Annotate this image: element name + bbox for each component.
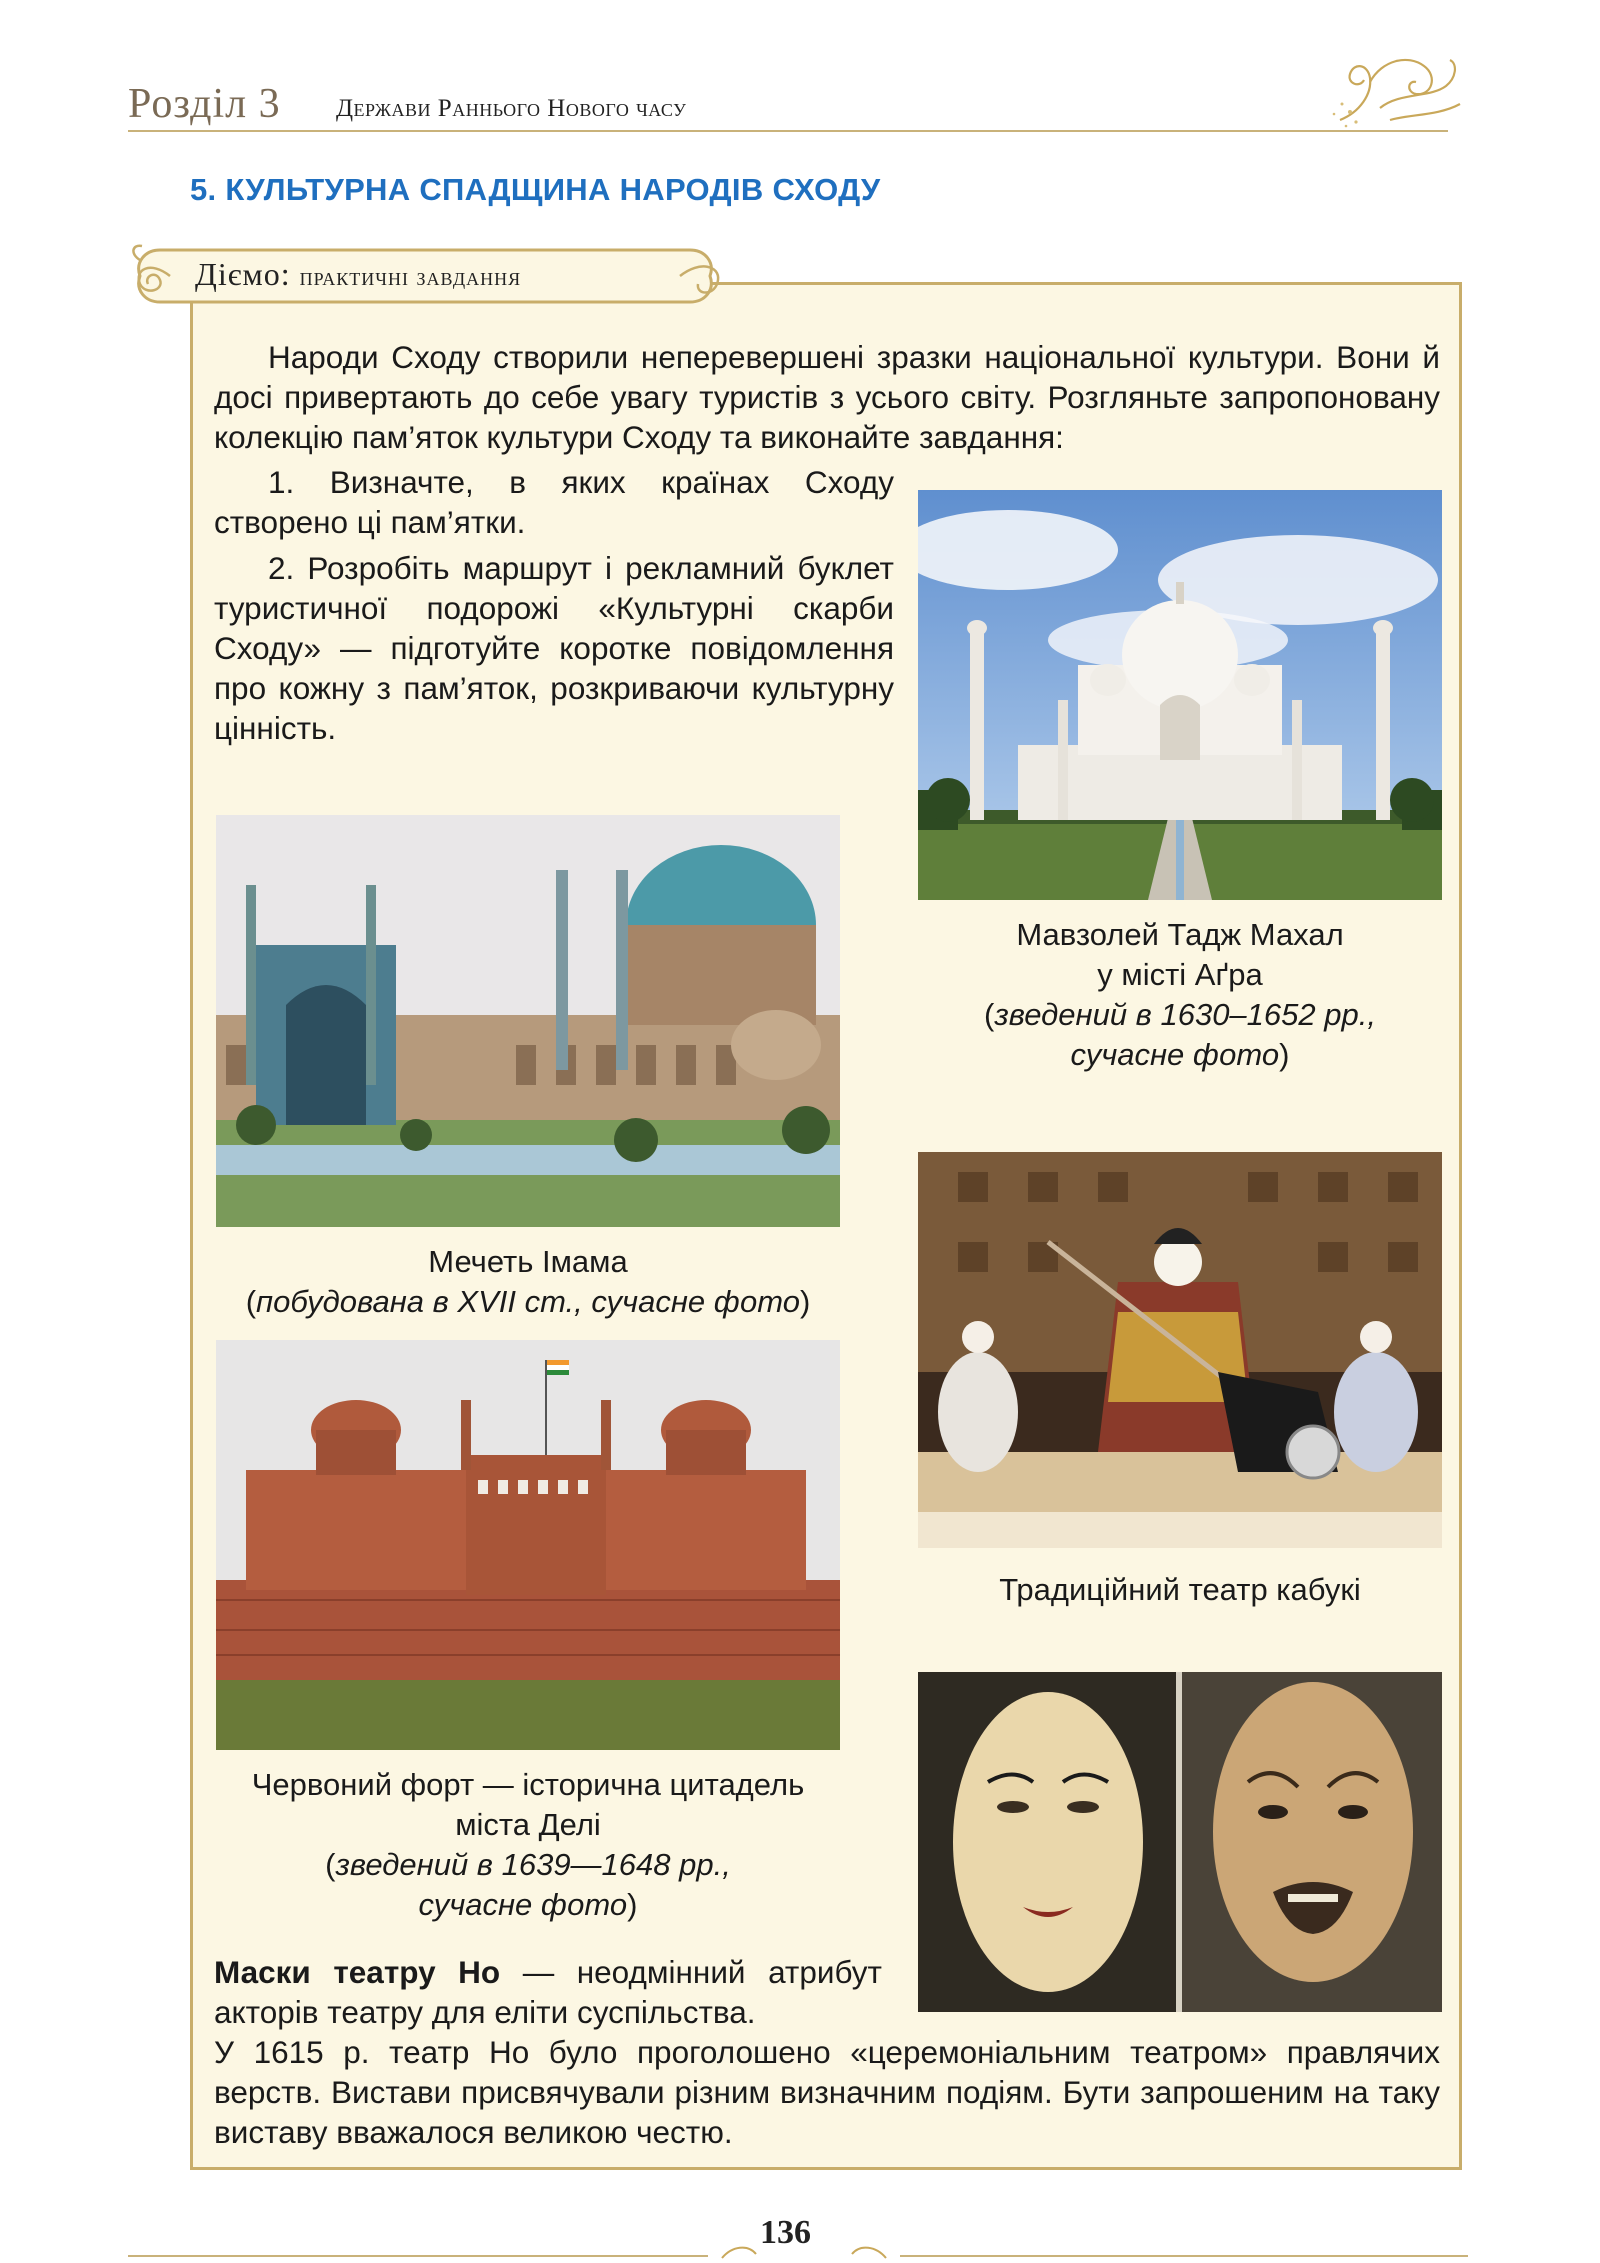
taj-caption-line2: у місті Аґра	[1097, 957, 1263, 992]
mosque-caption-line2: (побудована в XVII ст., сучасне фото)	[245, 1284, 811, 1319]
imam-mosque-photo	[216, 815, 840, 1227]
section-label: Розділ 3	[128, 81, 281, 127]
footer-rule-right	[900, 2255, 1468, 2257]
noh-masks-photo	[918, 1672, 1442, 2012]
taj-caption-line4: сучасне фото)	[1070, 1037, 1290, 1072]
task-item-1: 1. Визначте, в яких країнах Сходу створено ці пам’ятки.	[214, 464, 894, 540]
task-tab-word: Діємо:	[195, 256, 291, 292]
header-rule	[128, 130, 1448, 132]
fort-caption-line4: сучасне фото)	[418, 1887, 638, 1922]
task-item-2: 2. Розробіть маршрут і рекламний буклет туристичної подорожі «Культурні скарби Сходу» — підготуйте коротке повідомлення про кожну з пам’яток, розкриваючи культурну цінність.	[214, 550, 894, 746]
taj-caption-line1: Мавзолей Тадж Махал	[1016, 917, 1344, 952]
mosque-caption-line1: Мечеть Імама	[428, 1244, 628, 1279]
taj-caption-note: сучасне фото	[1070, 1037, 1280, 1072]
lesson-title: 5. КУЛЬТУРНА СПАДЩИНА НАРОДІВ СХОДУ	[190, 172, 881, 207]
ornament-icon	[1320, 42, 1470, 142]
taj-mahal-photo	[918, 490, 1442, 900]
footer-rule-left	[128, 2255, 708, 2257]
fort-caption-line3: (зведений в 1639—1648 рр.,	[325, 1847, 731, 1882]
section-title: Держави Раннього Нового часу	[336, 95, 687, 122]
task-tab-rest: практичні завдання	[299, 262, 522, 291]
noh-paragraph-2: У 1615 р. театр Но було проголошено «церемоніальним театром» правлячих верств. Вистави присвячували різним визначним подіям. Бути запрошеним на таку виставу вважалося великою честю.	[214, 2034, 1440, 2150]
kabuki-caption: Традиційний театр кабукі	[999, 1572, 1361, 1607]
fort-caption-line1: Червоний форт — історична цитадель	[251, 1767, 805, 1802]
fort-caption-line2: міста Делі	[455, 1807, 601, 1842]
intro-paragraph: Народи Сходу створили неперевершені зразки національної культури. Вони й досі привертають до себе увагу туристів з усього світу. Розгляньте запропоновану колекцію пам’яток культури Сходу та виконайте завдання:	[214, 339, 1440, 455]
mosque-caption-note: побудована в XVII ст., сучасне фото	[256, 1284, 800, 1319]
task-tab-label	[195, 256, 521, 293]
page-number: 136	[760, 2214, 811, 2251]
taj-caption-date: зведений в 1630–1652 рр.,	[994, 997, 1376, 1032]
taj-caption-line3: (зведений в 1630–1652 рр.,	[984, 997, 1376, 1032]
red-fort-photo	[216, 1340, 840, 1750]
running-header	[128, 80, 1468, 132]
noh-bold-term: Маски театру Но	[214, 1954, 501, 1990]
fort-caption-date: зведений в 1639—1648 рр.,	[335, 1847, 731, 1882]
noh-text-1: — неодмінний атрибут акторів театру для еліти суспільства.	[214, 1954, 882, 2030]
kabuki-photo	[918, 1152, 1442, 1548]
fort-caption-note: сучасне фото	[418, 1887, 628, 1922]
noh-paragraph-1	[214, 1952, 882, 2032]
